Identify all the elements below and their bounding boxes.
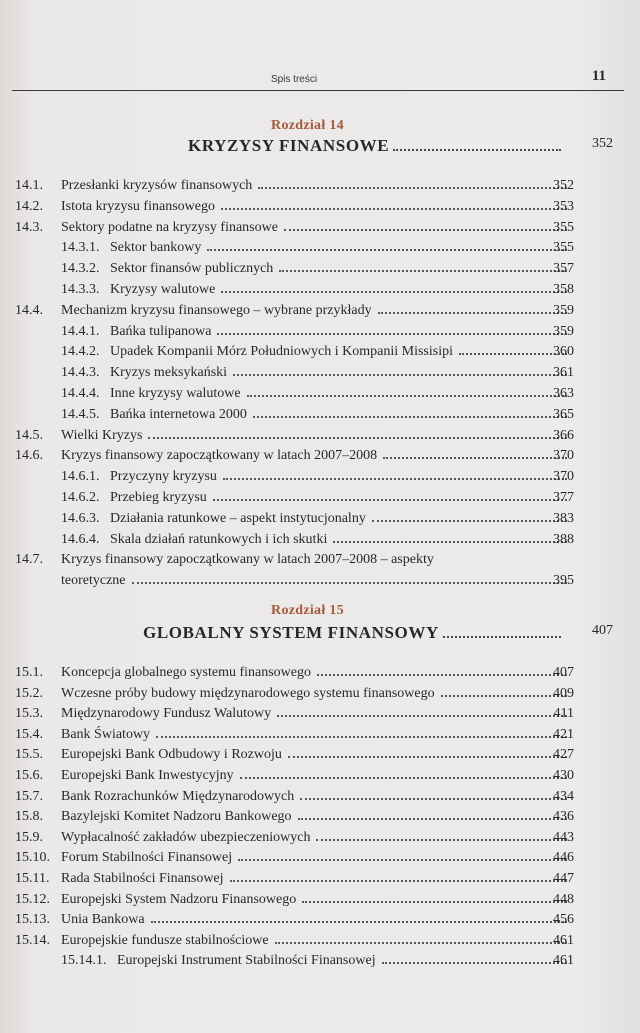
toc-entry[interactable]	[0, 665, 640, 685]
entry-page: 461	[553, 953, 574, 969]
entry-page: 355	[553, 219, 574, 235]
leader-dots	[300, 798, 567, 800]
toc-entry[interactable]	[0, 871, 640, 891]
leader-dots	[221, 208, 567, 210]
toc-entry[interactable]	[0, 768, 640, 788]
entry-page: 358	[553, 282, 574, 297]
entry-page: 434	[553, 788, 574, 804]
entry-page: 427	[553, 747, 574, 763]
entry-page: 430	[553, 768, 574, 783]
entry-title: Wielki Kryzys	[61, 427, 143, 443]
leader-dots	[151, 921, 567, 923]
entry-title: Bank Światowy	[61, 726, 151, 742]
entry-number: 15.3.	[15, 706, 43, 722]
entry-title: Istota kryzysu finansowego	[61, 198, 215, 214]
entry-page: 370	[553, 469, 574, 485]
entry-page: 407	[553, 665, 574, 680]
entry-number: 14.7.	[15, 552, 43, 568]
leader-dots	[223, 478, 567, 480]
toc-entry[interactable]	[0, 573, 640, 593]
toc-entry[interactable]	[0, 552, 640, 572]
running-header	[12, 68, 624, 91]
toc-entry[interactable]	[0, 789, 640, 809]
entry-page: 395	[553, 573, 574, 589]
leader-dots	[132, 582, 567, 584]
entry-number: 15.13.	[15, 912, 50, 928]
toc-entry[interactable]	[0, 365, 640, 385]
leader-dots	[383, 457, 567, 459]
entry-page: 461	[553, 932, 574, 948]
entry-title: 14.3.1. Sektor bankowy	[61, 240, 202, 256]
entry-page: 355	[553, 240, 574, 256]
entry-page: 377	[553, 490, 574, 505]
leader-dots	[382, 962, 567, 964]
entry-title: Europejskie fundusze stabilnościowe	[61, 932, 269, 948]
entry-title: 14.6.1. Przyczyny kryzysu	[61, 469, 217, 485]
entry-page: 370	[553, 448, 574, 464]
entry-page: 409	[553, 685, 574, 701]
chapter-page: 352	[592, 136, 613, 151]
entry-number: 15.5.	[15, 747, 43, 763]
toc-entry[interactable]	[0, 448, 640, 468]
leader-dots	[302, 901, 567, 903]
leader-dots	[247, 395, 567, 397]
chapter-label: Rozdział 15	[271, 603, 344, 618]
toc-entry[interactable]	[0, 727, 640, 747]
entry-number: 15.4.	[15, 726, 43, 742]
leader-dots	[393, 149, 561, 151]
entry-page: 363	[553, 386, 574, 401]
toc-entry[interactable]	[0, 706, 640, 726]
entry-title: Międzynarodowy Fundusz Walutowy	[61, 706, 272, 722]
entry-page: 359	[553, 302, 574, 318]
entry-number: 15.6.	[15, 768, 43, 783]
entry-page: 443	[553, 829, 574, 845]
leader-dots	[240, 777, 567, 779]
entry-title: Sektory podatne na kryzysy finansowe	[61, 219, 278, 235]
entry-page: 456	[553, 912, 574, 928]
toc-entry[interactable]	[0, 490, 640, 510]
entry-title: 15.14.1. Europejski Instrument Stabilności Finansowej	[61, 953, 376, 969]
leader-dots	[277, 715, 567, 717]
entry-number: 14.1.	[15, 178, 43, 193]
entry-title: Bank Rozrachunków Międzynarodowych	[61, 788, 295, 804]
leader-dots	[156, 736, 567, 738]
entry-page: 353	[553, 198, 574, 214]
entry-number: 14.3.	[15, 219, 43, 235]
entry-title: Europejski Bank Inwestycyjny	[61, 768, 234, 783]
entry-title: 14.6.3. Działania ratunkowe – aspekt instytucjonalny	[61, 510, 366, 526]
leader-dots	[317, 674, 567, 676]
leader-dots	[284, 229, 567, 231]
leader-dots	[207, 249, 567, 251]
leader-dots	[333, 541, 567, 543]
toc-entry[interactable]	[0, 850, 640, 870]
entry-title: Europejski System Nadzoru Finansowego	[61, 891, 297, 907]
entry-title: Wypłacalność zakładów ubezpieczeniowych	[61, 829, 311, 845]
entry-page: 365	[553, 406, 574, 422]
leader-dots	[258, 187, 567, 189]
leader-dots	[316, 839, 567, 841]
leader-dots	[279, 270, 567, 272]
toc-entry[interactable]	[0, 178, 640, 198]
entry-page: 411	[553, 706, 574, 722]
toc-entry[interactable]	[0, 240, 640, 260]
toc-entry[interactable]	[0, 220, 640, 240]
entry-page: 352	[553, 178, 574, 193]
entry-title: Forum Stabilności Finansowej	[61, 850, 233, 866]
entry-title: 14.4.2. Upadek Kompanii Mórz Południowych i Kompanii Missisipi	[61, 344, 453, 360]
entry-number: 15.9.	[15, 829, 43, 845]
chapter-title-row[interactable]	[61, 623, 613, 643]
entry-title: 14.3.2. Sektor finansów publicznych	[61, 261, 274, 277]
leader-dots	[148, 437, 567, 439]
entry-title: Unia Bankowa	[61, 912, 145, 928]
entry-page: 360	[553, 344, 574, 360]
toc-entry[interactable]	[0, 282, 640, 302]
entry-number: 14.5.	[15, 427, 43, 443]
leader-dots	[230, 880, 567, 882]
entry-page: 421	[553, 726, 574, 742]
toc-entry[interactable]	[0, 344, 640, 364]
entry-page: 383	[553, 510, 574, 526]
chapter-label: Rozdział 14	[271, 118, 344, 133]
entry-title: Bazylejski Komitet Nadzoru Bankowego	[61, 809, 292, 825]
chapter-title: KRYZYSY FINANSOWE	[188, 136, 390, 155]
leader-dots	[459, 353, 567, 355]
toc-entry[interactable]	[0, 407, 640, 427]
leader-dots	[443, 636, 561, 638]
entry-number: 15.14.	[15, 932, 50, 948]
entry-number: 14.2.	[15, 198, 43, 214]
leader-dots	[213, 499, 567, 501]
entry-number: 15.10.	[15, 850, 50, 866]
entry-title: 14.4.3. Kryzys meksykański	[61, 365, 228, 381]
leader-dots	[378, 312, 567, 314]
entry-page: 357	[553, 261, 574, 277]
toc-entry[interactable]	[0, 747, 640, 767]
entry-page: 446	[553, 850, 574, 866]
leader-dots	[221, 291, 567, 293]
entry-title: Mechanizm kryzysu finansowego – wybrane przykłady	[61, 302, 372, 318]
toc-entry[interactable]	[0, 386, 640, 406]
entry-title: 14.6.2. Przebieg kryzysu	[61, 490, 207, 505]
toc-entry[interactable]	[0, 686, 640, 706]
entry-page: 448	[553, 891, 574, 907]
entry-title: Rada Stabilności Finansowej	[61, 871, 224, 886]
toc-entry[interactable]	[0, 261, 640, 281]
entry-title: Wczesne próby budowy międzynarodowego systemu finansowego	[61, 685, 435, 701]
running-title: Spis treści	[270, 74, 318, 85]
toc-entry[interactable]	[0, 532, 640, 552]
entry-number: 14.4.	[15, 302, 43, 318]
entry-page: 447	[553, 871, 574, 886]
chapter-title: GLOBALNY SYSTEM FINANSOWY	[143, 623, 439, 642]
entry-page: 436	[553, 809, 574, 825]
entry-title: Kryzys finansowy zapoczątkowany w latach 2007–2008 – aspekty	[61, 552, 434, 568]
entry-page: 366	[553, 427, 574, 443]
leader-dots	[217, 333, 567, 335]
entry-number: 15.11.	[15, 871, 50, 886]
entry-number: 15.8.	[15, 809, 43, 825]
toc-entry[interactable]	[0, 303, 640, 323]
toc-entry[interactable]	[0, 511, 640, 531]
entry-title: Kryzys finansowy zapoczątkowany w latach 2007–2008	[61, 448, 378, 464]
leader-dots	[372, 520, 567, 522]
chapter-title-row[interactable]	[61, 136, 613, 156]
entry-title: Europejski Bank Odbudowy i Rozwoju	[61, 747, 282, 763]
leader-dots	[441, 695, 567, 697]
toc-entry[interactable]	[0, 469, 640, 489]
entry-page: 361	[553, 365, 574, 381]
toc-entry[interactable]	[0, 428, 640, 448]
entry-page: 388	[553, 531, 574, 547]
entry-page: 359	[553, 323, 574, 339]
toc-entry[interactable]	[0, 324, 640, 344]
toc-entry[interactable]	[0, 809, 640, 829]
toc-entry[interactable]	[0, 953, 640, 973]
toc-entry[interactable]	[0, 830, 640, 850]
leader-dots	[238, 859, 567, 861]
entry-title: 14.4.1. Bańka tulipanowa	[61, 323, 212, 339]
entry-title: Przesłanki kryzysów finansowych	[61, 178, 253, 193]
entry-title: 14.4.4. Inne kryzysy walutowe	[61, 386, 241, 401]
entry-number: 15.1.	[15, 665, 43, 680]
entry-title: 14.4.5. Bańka internetowa 2000	[61, 406, 247, 422]
chapter-page: 407	[592, 623, 613, 638]
leader-dots	[275, 942, 567, 944]
toc-entry[interactable]	[0, 892, 640, 912]
leader-dots	[233, 374, 567, 376]
entry-title: 14.3.3. Kryzysy walutowe	[61, 282, 216, 297]
entry-number: 15.12.	[15, 891, 50, 907]
leader-dots	[288, 756, 567, 758]
toc-entry[interactable]	[0, 933, 640, 953]
toc-entry[interactable]	[0, 912, 640, 932]
entry-number: 15.7.	[15, 788, 43, 804]
entry-number: 14.6.	[15, 448, 43, 464]
entry-title: 14.6.4. Skala działań ratunkowych i ich skutki	[61, 531, 328, 547]
entry-title: Koncepcja globalnego systemu finansowego	[61, 665, 311, 680]
leader-dots	[253, 416, 567, 418]
entry-title: teoretyczne	[61, 573, 126, 589]
toc-entry[interactable]	[0, 199, 640, 219]
leader-dots	[298, 818, 567, 820]
page-number: 11	[591, 68, 606, 84]
entry-number: 15.2.	[15, 685, 43, 701]
